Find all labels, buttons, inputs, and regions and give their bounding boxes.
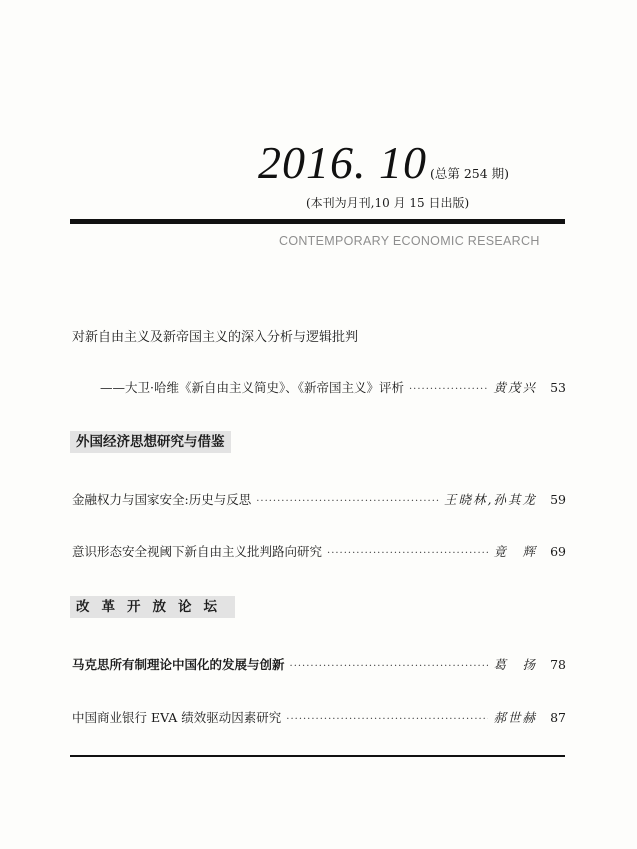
toc-entry[interactable] [72,490,566,508]
toc-leader-dots [327,548,488,559]
footer-divider [70,755,565,757]
section-heading: 外国经济思想研究与借鉴 [70,431,231,453]
toc-article-title: 金融权力与国家安全:历史与反思 [72,492,252,507]
toc-leader-dots [286,714,488,725]
toc-leader-dots [409,384,489,395]
toc-entry[interactable] [72,655,566,673]
toc-author: 王晓林,孙其龙 [444,492,537,507]
toc-entry[interactable] [72,542,566,560]
issue-number: 2016. 10 [258,137,427,188]
publish-note: (本刊为月刊,10 月 15 日出版) [306,196,470,210]
issue-header [258,137,510,188]
toc-article-title: 马克思所有制理论中国化的发展与创新 [72,657,285,672]
toc-article-title: 中国商业银行 EVA 绩效驱动因素研究 [72,710,282,725]
toc-author: 葛 扬 [493,657,537,672]
toc-lead-article-subtitle: ——大卫·哈维《新自由主义简史》、《新帝国主义》评析 [100,380,404,395]
header-divider [70,219,565,224]
toc-page-number: 69 [550,544,566,559]
toc-leader-dots [290,661,489,672]
section-heading: 改革开放论坛 [70,596,235,618]
toc-lead-article-title[interactable]: 对新自由主义及新帝国主义的深入分析与逻辑批判 [72,330,359,345]
toc-entry[interactable] [100,378,566,396]
toc-article-title: 意识形态安全视阈下新自由主义批判路向研究 [72,544,323,559]
toc-leader-dots [256,496,439,507]
toc-page-number: 59 [550,492,566,507]
toc-page-number: 53 [550,380,566,395]
toc-entry[interactable] [72,708,566,726]
toc-author: 黄茂兴 [493,380,537,395]
total-issue-number: (总第 254 期) [430,166,510,181]
journal-name-en: CONTEMPORARY ECONOMIC RESEARCH [279,234,540,248]
toc-page-number: 87 [550,710,566,725]
toc-author: 竟 辉 [493,544,537,559]
toc-author: 郝世赫 [493,710,537,725]
toc-page-number: 78 [550,657,566,672]
